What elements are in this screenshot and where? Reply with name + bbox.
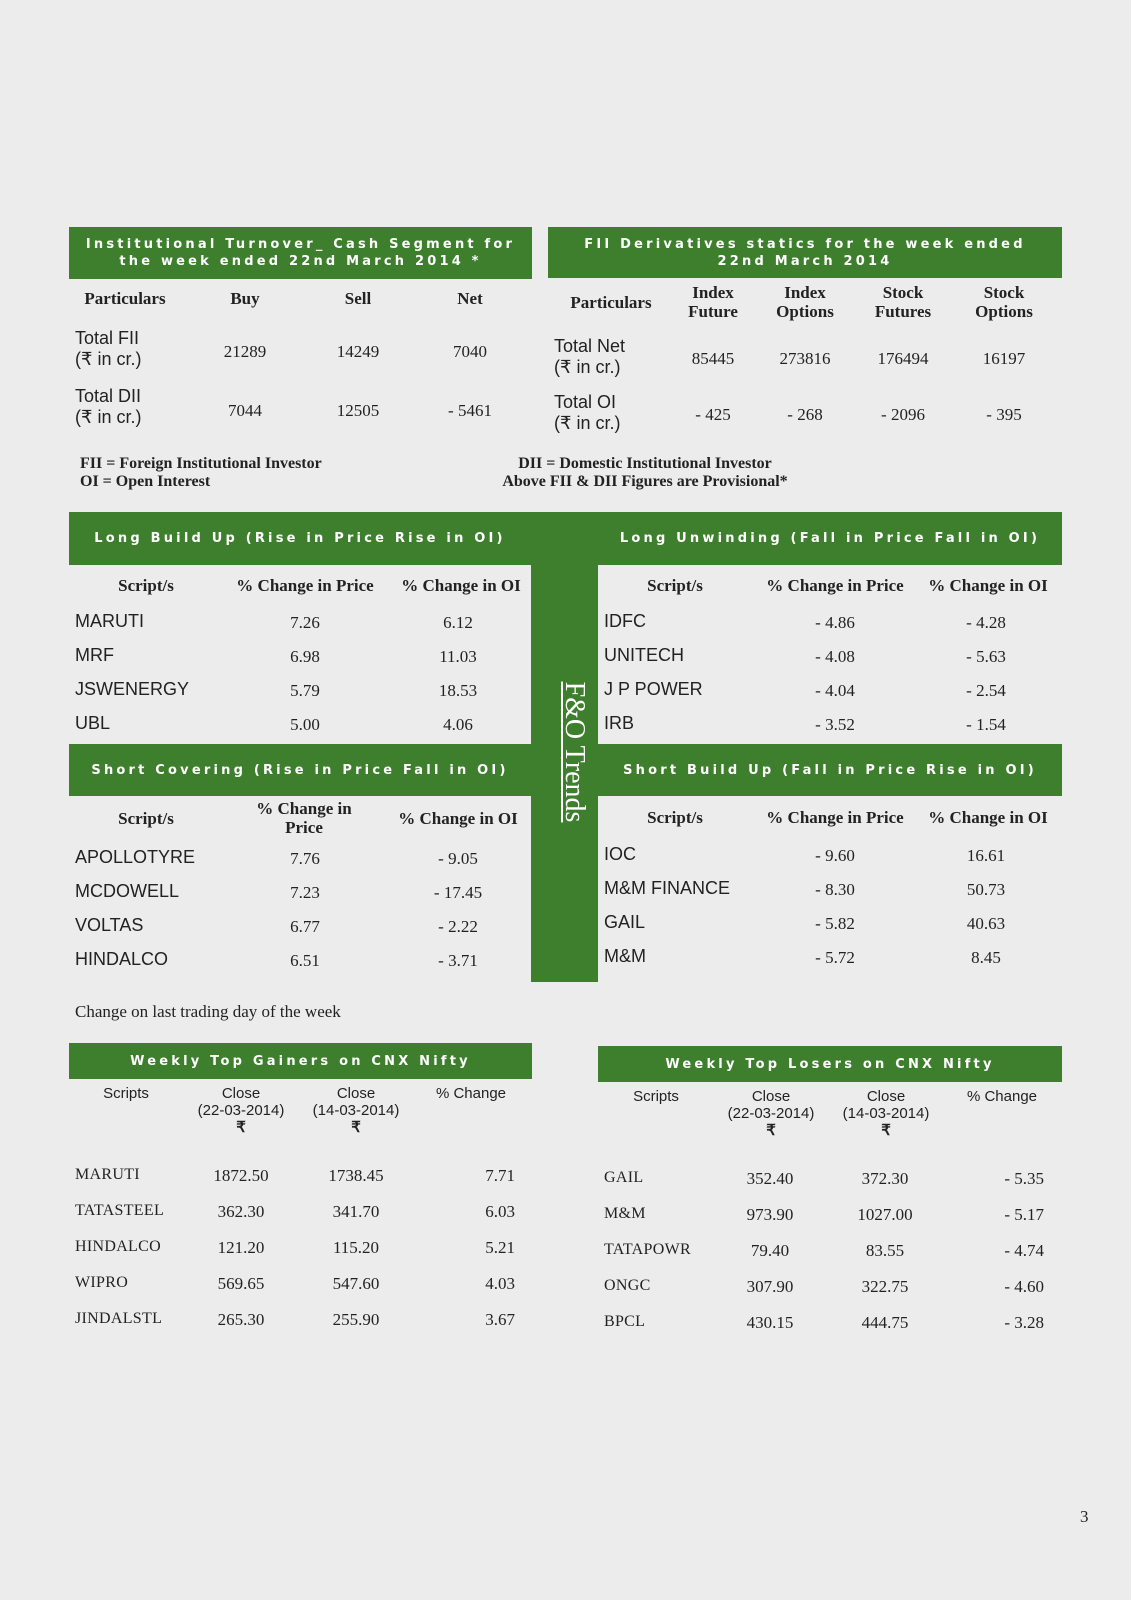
fii-dii-title-line1: Institutional Turnover_ Cash Segment for (85, 237, 516, 252)
change-in-oi: - 17.45 (433, 883, 483, 902)
close-22-03-2014: 265.30 (217, 1310, 265, 1329)
change-in-price: 5.79 (290, 681, 320, 700)
close-14-03-2014: 115.20 (332, 1238, 380, 1257)
fii-buy-value: 21289 (223, 342, 267, 361)
losers-header-close-22 (716, 1088, 826, 1139)
fii-dii-header-net: Net (457, 289, 483, 308)
change-in-oi: 50.73 (966, 880, 1006, 899)
percent-change: 6.03 (485, 1202, 515, 1221)
row-label-line1: Total OI (554, 392, 617, 412)
close-22-03-2014: 973.90 (746, 1205, 794, 1224)
percent-change: - 5.17 (1004, 1205, 1044, 1224)
fii-deriv-row-label (554, 392, 620, 434)
fii-sell-value: 14249 (336, 342, 380, 361)
script-name: M&M FINANCE (604, 878, 730, 898)
sc-header-price (230, 799, 378, 837)
script-name: J P POWER (604, 679, 703, 699)
percent-change: 5.21 (485, 1238, 515, 1257)
short-covering-title: Short Covering (Rise in Price Fall in OI) (91, 762, 509, 778)
fii-deriv-row-label (554, 336, 625, 378)
fii-deriv-title-line2: 22nd March 2014 (717, 253, 893, 269)
script-name: IDFC (604, 611, 646, 631)
change-in-oi: - 4.28 (966, 613, 1006, 632)
close-22-03-2014: 352.40 (746, 1169, 794, 1188)
percent-change: - 4.74 (1004, 1241, 1044, 1260)
script-name: M&M (604, 1205, 646, 1222)
row-label-line2: (₹ in cr.) (554, 413, 621, 433)
header-line2: Futures (874, 302, 932, 321)
script-name: TATAPOWR (604, 1241, 691, 1258)
header-line1: Close (866, 1088, 906, 1105)
note-provisional: Above FII & DII Figures are Provisional* (502, 473, 788, 490)
script-name: UNITECH (604, 645, 684, 665)
header-line1: Index (692, 283, 734, 302)
close-14-03-2014: 372.30 (861, 1169, 909, 1188)
note-dii: DII = Domestic Institutional Investor (518, 455, 772, 472)
losers-header-scripts: Scripts (633, 1088, 679, 1105)
change-in-price: - 4.86 (815, 613, 855, 632)
header-line1: Index (784, 283, 826, 302)
script-name: ONGC (604, 1277, 651, 1294)
header-line1: Close (221, 1085, 261, 1102)
dii-sell-value: 12505 (336, 401, 380, 420)
header-line1: % Change in (256, 799, 352, 818)
change-in-oi: 11.03 (439, 647, 477, 666)
header-line2: Future (688, 302, 738, 321)
header-line2: Price (285, 818, 323, 837)
change-in-oi: 18.53 (438, 681, 478, 700)
change-in-oi: - 2.54 (966, 681, 1006, 700)
row-label-line1: Total Net (554, 336, 626, 356)
sc-header-script: Script/s (118, 809, 174, 828)
short-build-up-title: Short Build Up (Fall in Price Rise in OI) (623, 762, 1037, 778)
note-fii: FII = Foreign Institutional Investor (80, 455, 322, 472)
percent-change: - 4.60 (1004, 1277, 1044, 1296)
close-14-03-2014: 322.75 (861, 1277, 909, 1296)
script-name: HINDALCO (75, 949, 169, 969)
script-name: APOLLOTYRE (75, 847, 196, 867)
fii-dii-row-label (75, 328, 141, 370)
close-22-03-2014: 79.40 (750, 1241, 790, 1260)
change-in-price: - 4.04 (815, 681, 855, 700)
header-line1: Close (751, 1088, 791, 1105)
script-name: M&M (604, 946, 646, 966)
lbu-header-price: % Change in Price (236, 576, 374, 595)
rupee-icon: ₹ (881, 1122, 891, 1139)
close-22-03-2014: 362.30 (217, 1202, 265, 1221)
header-line2: (22-03-2014) (197, 1102, 285, 1119)
note-oi: OI = Open Interest (80, 473, 211, 490)
close-22-03-2014: 430.15 (746, 1313, 794, 1332)
row-label-line1: Total DII (75, 386, 142, 406)
total-net-stock-futures: 176494 (877, 349, 929, 368)
change-in-price: - 4.08 (815, 647, 855, 666)
percent-change: 7.71 (485, 1166, 515, 1185)
script-name: GAIL (604, 1169, 644, 1186)
close-14-03-2014: 1027.00 (857, 1205, 913, 1224)
fii-deriv-title-line1: FII Derivatives statics for the week ended (584, 236, 1026, 252)
change-in-price: - 3.52 (815, 715, 855, 734)
sc-header-oi: % Change in OI (398, 809, 518, 828)
script-name: MCDOWELL (75, 881, 180, 901)
total-net-index-options: 273816 (779, 349, 831, 368)
header-line1: Close (336, 1085, 376, 1102)
footnote-text: Change on last trading day of the week (75, 1002, 341, 1021)
change-in-oi: 8.45 (971, 948, 1001, 967)
total-net-stock-options: 16197 (982, 349, 1026, 368)
close-22-03-2014: 1872.50 (213, 1166, 269, 1185)
long-build-up-title: Long Build Up (Rise in Price Rise in OI) (94, 531, 506, 546)
change-in-oi: 4.06 (443, 715, 473, 734)
change-in-price: 7.26 (290, 613, 320, 632)
fii-deriv-header-stock-options (959, 283, 1049, 321)
lu-header-script: Script/s (647, 576, 703, 595)
header-line1: Stock (983, 283, 1025, 302)
gainers-header-change: % Change (435, 1085, 507, 1102)
change-in-price: - 8.30 (815, 880, 855, 899)
lu-header-oi: % Change in OI (928, 576, 1048, 595)
fii-dii-header-particulars: Particulars (84, 289, 166, 308)
change-in-oi: 40.63 (966, 914, 1006, 933)
total-net-index-future: 85445 (691, 349, 735, 368)
close-14-03-2014: 444.75 (861, 1313, 909, 1332)
change-in-price: 7.76 (290, 849, 320, 868)
percent-change: 3.67 (485, 1310, 515, 1329)
script-name: VOLTAS (75, 915, 144, 935)
header-line2: Options (776, 302, 834, 321)
change-in-oi: - 5.63 (966, 647, 1006, 666)
lbu-header-script: Script/s (118, 576, 174, 595)
change-in-oi: - 2.22 (438, 917, 478, 936)
script-name: MARUTI (75, 1166, 140, 1183)
percent-change: - 3.28 (1004, 1313, 1044, 1332)
gainers-header-close-14 (301, 1085, 411, 1136)
change-in-oi: - 9.05 (438, 849, 478, 868)
sbu-header-price: % Change in Price (766, 808, 904, 827)
change-in-oi: - 1.54 (966, 715, 1006, 734)
gainers-header-scripts: Scripts (103, 1085, 149, 1102)
change-in-price: 6.77 (290, 917, 320, 936)
script-name: IOC (604, 844, 637, 864)
row-label-line2: (₹ in cr.) (75, 349, 142, 369)
change-in-oi: 6.12 (443, 613, 473, 632)
change-in-price: 7.23 (290, 883, 320, 902)
fo-trends-title: F&O Trends (559, 681, 590, 823)
gainers-title-banner: Weekly Top Gainers on CNX Nifty (69, 1043, 532, 1079)
change-in-price: - 5.72 (815, 948, 855, 967)
fii-deriv-header-index-options (760, 283, 850, 321)
script-name: TATASTEEL (75, 1202, 165, 1219)
total-oi-stock-options: - 395 (986, 405, 1022, 424)
row-label-line2: (₹ in cr.) (554, 357, 621, 377)
losers-title-banner: Weekly Top Losers on CNX Nifty (598, 1046, 1062, 1082)
change-in-price: 6.98 (290, 647, 320, 666)
dii-buy-value: 7044 (228, 401, 262, 420)
fii-dii-header-buy: Buy (230, 289, 260, 308)
rupee-icon: ₹ (351, 1119, 361, 1136)
close-14-03-2014: 255.90 (332, 1310, 380, 1329)
total-oi-index-options: - 268 (787, 405, 823, 424)
fii-dii-header-sell: Sell (344, 289, 372, 308)
script-name: UBL (75, 713, 111, 733)
sbu-header-oi: % Change in OI (928, 808, 1048, 827)
header-line2: (14-03-2014) (842, 1105, 930, 1122)
lbu-header-oi: % Change in OI (401, 576, 521, 595)
close-22-03-2014: 121.20 (217, 1238, 265, 1257)
close-22-03-2014: 307.90 (746, 1277, 794, 1296)
percent-change: - 5.35 (1004, 1169, 1044, 1188)
gainers-header-close-22 (186, 1085, 296, 1136)
percent-change: 4.03 (485, 1274, 515, 1293)
fii-deriv-header-stock-futures (858, 283, 948, 321)
script-name: GAIL (604, 912, 646, 932)
fii-deriv-title-banner (548, 227, 1062, 278)
fii-dii-title-banner (69, 227, 532, 279)
header-line2: Options (975, 302, 1033, 321)
rupee-icon: ₹ (766, 1122, 776, 1139)
fii-deriv-header-particulars: Particulars (570, 293, 652, 312)
close-22-03-2014: 569.65 (217, 1274, 265, 1293)
fii-dii-title-line2: the week ended 22nd March 2014 * (119, 254, 482, 269)
script-name: JINDALSTL (75, 1310, 163, 1327)
long-unwinding-title: Long Unwinding (Fall in Price Fall in OI) (619, 531, 1041, 546)
close-14-03-2014: 547.60 (332, 1274, 380, 1293)
close-14-03-2014: 341.70 (332, 1202, 380, 1221)
header-line1: Stock (882, 283, 924, 302)
change-in-price: 6.51 (290, 951, 320, 970)
change-in-price: - 9.60 (815, 846, 855, 865)
header-line2: (14-03-2014) (312, 1102, 400, 1119)
script-name: MARUTI (75, 611, 144, 631)
dii-net-value: - 5461 (448, 401, 492, 420)
script-name: BPCL (604, 1313, 646, 1330)
change-in-oi: - 3.71 (438, 951, 478, 970)
close-14-03-2014: 83.55 (865, 1241, 905, 1260)
change-in-price: 5.00 (290, 715, 320, 734)
script-name: WIPRO (75, 1274, 129, 1291)
sbu-header-script: Script/s (647, 808, 703, 827)
row-label-line1: Total FII (75, 328, 140, 348)
page-number: 3 (1080, 1507, 1089, 1526)
close-14-03-2014: 1738.45 (328, 1166, 384, 1185)
change-in-oi: 16.61 (966, 846, 1006, 865)
row-label-line2: (₹ in cr.) (75, 407, 142, 427)
header-line2: (22-03-2014) (727, 1105, 815, 1122)
script-name: JSWENERGY (75, 679, 190, 699)
fii-dii-row-label (75, 386, 141, 428)
total-oi-stock-futures: - 2096 (881, 405, 925, 424)
lu-header-price: % Change in Price (766, 576, 904, 595)
losers-header-close-14 (831, 1088, 941, 1139)
losers-header-change: % Change (966, 1088, 1038, 1105)
fii-deriv-header-index-future (668, 283, 758, 321)
total-oi-index-future: - 425 (695, 405, 731, 424)
fii-net-value: 7040 (453, 342, 487, 361)
script-name: MRF (75, 645, 114, 665)
rupee-icon: ₹ (236, 1119, 246, 1136)
script-name: HINDALCO (75, 1238, 161, 1255)
script-name: IRB (604, 713, 635, 733)
change-in-price: - 5.82 (815, 914, 855, 933)
